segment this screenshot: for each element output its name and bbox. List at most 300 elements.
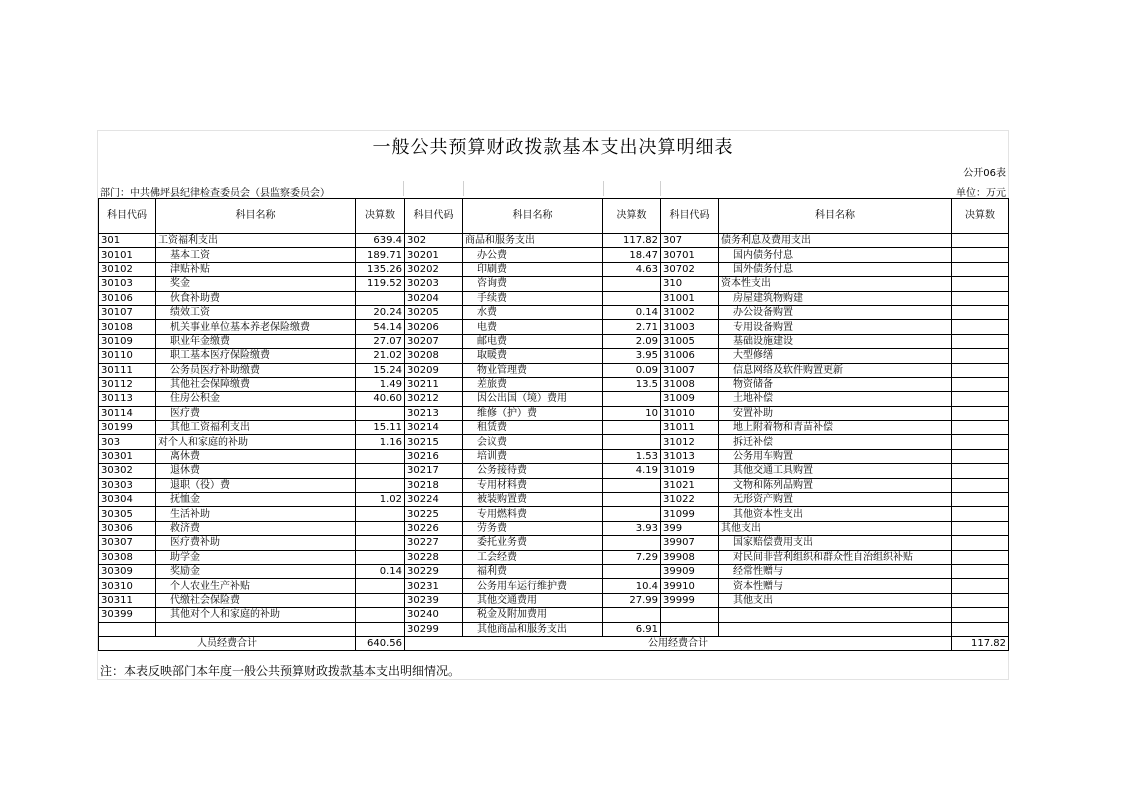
amount-cell (952, 349, 1009, 363)
subject-code-cell: 31006 (661, 349, 719, 363)
subject-code-cell: 30203 (405, 277, 463, 291)
subject-code-cell: 31099 (661, 507, 719, 521)
subject-name-cell: 无形资产购置 (719, 493, 952, 507)
subject-code-cell: 31005 (661, 334, 719, 348)
subject-name-cell: 退休费 (156, 464, 356, 478)
amount-cell (603, 564, 661, 578)
amount-cell: 6.91 (603, 622, 661, 636)
subject-name-cell: 奖励金 (156, 564, 356, 578)
amount-cell (952, 550, 1009, 564)
subject-name-cell: 医疗费 (156, 406, 356, 420)
table-row (99, 234, 1009, 248)
subject-code-cell: 31001 (661, 291, 719, 305)
subject-code-cell: 31012 (661, 435, 719, 449)
amount-cell (952, 435, 1009, 449)
amount-cell: 10.4 (603, 579, 661, 593)
subject-name-cell: 其他交通费用 (463, 593, 603, 607)
subject-name-cell: 基础设施建设 (719, 334, 952, 348)
subject-name-cell: 生活补助 (156, 507, 356, 521)
amount-cell (356, 449, 405, 463)
subject-name-cell: 手续费 (463, 291, 603, 305)
subject-name-cell: 物资储备 (719, 377, 952, 391)
amount-cell (952, 536, 1009, 550)
table-title: 一般公共预算财政拨款基本支出决算明细表 (372, 137, 734, 158)
amount-cell (952, 377, 1009, 391)
subject-code-cell: 30311 (99, 593, 156, 607)
amount-cell: 7.29 (603, 550, 661, 564)
col-header-amount: 决算数 (603, 199, 661, 234)
subject-name-cell: 公务员医疗补助缴费 (156, 363, 356, 377)
amount-cell: 117.82 (603, 234, 661, 248)
amount-cell: 18.47 (603, 248, 661, 262)
subject-code-cell: 303 (99, 435, 156, 449)
subject-code-cell: 30207 (405, 334, 463, 348)
header-divider (603, 181, 604, 196)
subject-name-cell: 地上附着物和青苗补偿 (719, 421, 952, 435)
amount-cell (952, 507, 1009, 521)
amount-cell (356, 536, 405, 550)
subject-name-cell (719, 622, 952, 636)
amount-cell (356, 521, 405, 535)
amount-cell: 27.07 (356, 334, 405, 348)
subject-name-cell: 职工基本医疗保险缴费 (156, 349, 356, 363)
subject-name-cell: 经常性赠与 (719, 564, 952, 578)
amount-cell: 2.09 (603, 334, 661, 348)
subject-name-cell: 差旅费 (463, 377, 603, 391)
subject-code-cell: 39999 (661, 593, 719, 607)
subject-code-cell: 30306 (99, 521, 156, 535)
table-row (99, 320, 1009, 334)
subject-code-cell: 31022 (661, 493, 719, 507)
amount-cell: 4.63 (603, 262, 661, 276)
subject-code-cell: 30239 (405, 593, 463, 607)
subject-code-cell: 310 (661, 277, 719, 291)
table-row (99, 622, 1009, 636)
subject-code-cell: 30225 (405, 507, 463, 521)
subject-name-cell: 助学金 (156, 550, 356, 564)
subject-name-cell: 抚恤金 (156, 493, 356, 507)
subject-name-cell: 基本工资 (156, 248, 356, 262)
subject-name-cell: 国内债务付息 (719, 248, 952, 262)
subject-name-cell: 离休费 (156, 449, 356, 463)
subject-name-cell: 对个人和家庭的补助 (156, 435, 356, 449)
amount-cell (603, 478, 661, 492)
subject-name-cell: 物业管理费 (463, 363, 603, 377)
subject-name-cell: 文物和陈列品购置 (719, 478, 952, 492)
subject-code-cell: 399 (661, 521, 719, 535)
subject-name-cell: 其他社会保障缴费 (156, 377, 356, 391)
subject-code-cell: 30107 (99, 305, 156, 319)
col-header-name: 科目名称 (719, 199, 952, 234)
amount-cell: 0.14 (356, 564, 405, 578)
amount-cell: 1.49 (356, 377, 405, 391)
amount-cell: 189.71 (356, 248, 405, 262)
amount-cell (952, 449, 1009, 463)
amount-cell: 1.02 (356, 493, 405, 507)
subject-name-cell: 国外债务付息 (719, 262, 952, 276)
subject-name-cell: 办公费 (463, 248, 603, 262)
subject-code-cell: 30212 (405, 392, 463, 406)
public-total-value: 117.82 (952, 636, 1009, 650)
subject-code-cell: 30108 (99, 320, 156, 334)
subject-name-cell (719, 608, 952, 622)
table-row (99, 248, 1009, 262)
subject-name-cell: 被装购置费 (463, 493, 603, 507)
amount-cell: 13.5 (603, 377, 661, 391)
amount-cell: 15.11 (356, 421, 405, 435)
col-header-name: 科目名称 (156, 199, 356, 234)
subject-name-cell: 公务接待费 (463, 464, 603, 478)
table-row (99, 593, 1009, 607)
subject-code-cell: 31013 (661, 449, 719, 463)
subject-name-cell: 个人农业生产补贴 (156, 579, 356, 593)
subject-name-cell: 其他商品和服务支出 (463, 622, 603, 636)
subject-code-cell: 30227 (405, 536, 463, 550)
subject-name-cell: 取暖费 (463, 349, 603, 363)
subject-name-cell: 咨询费 (463, 277, 603, 291)
amount-cell: 135.26 (356, 262, 405, 276)
subject-code-cell: 30201 (405, 248, 463, 262)
subject-name-cell: 会议费 (463, 435, 603, 449)
subject-name-cell: 维修（护）费 (463, 406, 603, 420)
amount-cell: 119.52 (356, 277, 405, 291)
subject-name-cell: 工资福利支出 (156, 234, 356, 248)
subject-name-cell: 国家赔偿费用支出 (719, 536, 952, 550)
amount-cell (356, 608, 405, 622)
table-row (99, 449, 1009, 463)
subject-code-cell: 30299 (405, 622, 463, 636)
subject-name-cell: 其他支出 (719, 593, 952, 607)
subject-code-cell: 30102 (99, 262, 156, 276)
amount-cell: 4.19 (603, 464, 661, 478)
subject-code-cell: 30111 (99, 363, 156, 377)
subject-name-cell: 拆迁补偿 (719, 435, 952, 449)
amount-cell (356, 507, 405, 521)
subject-name-cell: 邮电费 (463, 334, 603, 348)
table-row (99, 363, 1009, 377)
amount-cell (356, 550, 405, 564)
subject-name-cell: 救济费 (156, 521, 356, 535)
amount-cell (952, 622, 1009, 636)
subject-name-cell: 伙食补助费 (156, 291, 356, 305)
amount-cell (356, 593, 405, 607)
subject-name-cell: 其他资本性支出 (719, 507, 952, 521)
amount-cell (603, 291, 661, 305)
subject-code-cell: 39908 (661, 550, 719, 564)
subject-code-cell: 30216 (405, 449, 463, 463)
amount-cell: 15.24 (356, 363, 405, 377)
amount-cell: 1.53 (603, 449, 661, 463)
amount-cell: 2.71 (603, 320, 661, 334)
subject-code-cell: 30307 (99, 536, 156, 550)
subject-name-cell: 委托业务费 (463, 536, 603, 550)
subject-name-cell: 专用设备购置 (719, 320, 952, 334)
col-header-code: 科目代码 (661, 199, 719, 234)
form-number: 公开06表 (963, 168, 1006, 179)
subject-name-cell: 租赁费 (463, 421, 603, 435)
subject-code-cell: 30399 (99, 608, 156, 622)
table-row (99, 435, 1009, 449)
subject-name-cell: 印刷费 (463, 262, 603, 276)
subject-name-cell: 资本性赠与 (719, 579, 952, 593)
amount-cell (356, 622, 405, 636)
amount-cell (603, 392, 661, 406)
amount-cell (952, 305, 1009, 319)
table-row (99, 536, 1009, 550)
subject-code-cell: 30217 (405, 464, 463, 478)
amount-cell (356, 406, 405, 420)
subject-name-cell: 奖金 (156, 277, 356, 291)
subject-code-cell: 30702 (661, 262, 719, 276)
table-row (99, 334, 1009, 348)
amount-cell (952, 478, 1009, 492)
table-row (99, 464, 1009, 478)
subject-code-cell: 30308 (99, 550, 156, 564)
amount-cell (952, 363, 1009, 377)
amount-cell: 27.99 (603, 593, 661, 607)
subject-name-cell: 电费 (463, 320, 603, 334)
subject-code-cell: 30240 (405, 608, 463, 622)
subject-name-cell: 房屋建筑物购建 (719, 291, 952, 305)
amount-cell: 3.93 (603, 521, 661, 535)
subject-code-cell: 30231 (405, 579, 463, 593)
amount-cell: 10 (603, 406, 661, 420)
amount-cell: 21.02 (356, 349, 405, 363)
subject-code-cell: 30224 (405, 493, 463, 507)
table-row (99, 392, 1009, 406)
department-label: 部门：中共佛坪县纪律检查委员会（县监察委员会） (100, 188, 330, 199)
table-row (99, 349, 1009, 363)
subject-code-cell: 30204 (405, 291, 463, 305)
subject-code-cell: 30228 (405, 550, 463, 564)
subject-code-cell: 30305 (99, 507, 156, 521)
subject-code-cell: 30310 (99, 579, 156, 593)
subject-name-cell: 其他对个人和家庭的补助 (156, 608, 356, 622)
amount-cell (952, 334, 1009, 348)
subject-code-cell: 31007 (661, 363, 719, 377)
subject-code-cell (99, 622, 156, 636)
subject-code-cell: 30208 (405, 349, 463, 363)
col-header-code: 科目代码 (99, 199, 156, 234)
subject-name-cell: 机关事业单位基本养老保险缴费 (156, 320, 356, 334)
table-row (99, 305, 1009, 319)
amount-cell (952, 608, 1009, 622)
col-header-name: 科目名称 (463, 199, 603, 234)
subject-code-cell: 30205 (405, 305, 463, 319)
expenditure-table (98, 198, 1009, 651)
subject-name-cell: 工会经费 (463, 550, 603, 564)
subject-name-cell: 福利费 (463, 564, 603, 578)
subject-code-cell: 30302 (99, 464, 156, 478)
subject-code-cell: 30199 (99, 421, 156, 435)
amount-cell (952, 464, 1009, 478)
amount-cell (603, 435, 661, 449)
subject-code-cell: 302 (405, 234, 463, 248)
subject-code-cell: 30206 (405, 320, 463, 334)
subject-name-cell: 因公出国（境）费用 (463, 392, 603, 406)
subject-code-cell (661, 622, 719, 636)
col-header-amount: 决算数 (356, 199, 405, 234)
amount-cell: 0.09 (603, 363, 661, 377)
amount-cell: 20.24 (356, 305, 405, 319)
table-row (99, 262, 1009, 276)
amount-cell (952, 493, 1009, 507)
subject-code-cell: 31010 (661, 406, 719, 420)
subject-code-cell: 31002 (661, 305, 719, 319)
amount-cell (952, 564, 1009, 578)
subject-name-cell: 水费 (463, 305, 603, 319)
subject-code-cell (661, 608, 719, 622)
subject-code-cell: 30101 (99, 248, 156, 262)
subject-name-cell: 培训费 (463, 449, 603, 463)
subject-name-cell (156, 622, 356, 636)
header-row (99, 199, 1009, 234)
subject-name-cell: 劳务费 (463, 521, 603, 535)
subject-name-cell: 办公设备购置 (719, 305, 952, 319)
subject-code-cell: 30106 (99, 291, 156, 305)
amount-cell: 54.14 (356, 320, 405, 334)
subject-code-cell: 30214 (405, 421, 463, 435)
spreadsheet-page (97, 130, 1009, 680)
amount-cell (952, 291, 1009, 305)
subject-code-cell: 31019 (661, 464, 719, 478)
amount-cell (952, 277, 1009, 291)
subject-code-cell: 301 (99, 234, 156, 248)
subject-code-cell: 30226 (405, 521, 463, 535)
table-row (99, 550, 1009, 564)
subject-code-cell: 30229 (405, 564, 463, 578)
amount-cell (603, 421, 661, 435)
amount-cell (952, 406, 1009, 420)
public-total-label: 公用经费合计 (405, 636, 952, 650)
table-row (99, 564, 1009, 578)
amount-cell: 639.4 (356, 234, 405, 248)
subject-code-cell: 31009 (661, 392, 719, 406)
amount-cell: 1.16 (356, 435, 405, 449)
subject-code-cell: 30103 (99, 277, 156, 291)
subject-code-cell: 30213 (405, 406, 463, 420)
subject-code-cell: 30304 (99, 493, 156, 507)
subject-code-cell: 30113 (99, 392, 156, 406)
subject-code-cell: 30215 (405, 435, 463, 449)
table-row (99, 608, 1009, 622)
subject-code-cell: 39909 (661, 564, 719, 578)
subject-code-cell: 39910 (661, 579, 719, 593)
subject-name-cell: 其他支出 (719, 521, 952, 535)
table-row (99, 406, 1009, 420)
header-divider (403, 181, 404, 196)
subject-code-cell: 307 (661, 234, 719, 248)
table-row (99, 377, 1009, 391)
subject-code-cell: 30112 (99, 377, 156, 391)
table-row (99, 507, 1009, 521)
header-divider (660, 181, 661, 196)
subject-name-cell: 安置补助 (719, 406, 952, 420)
subject-code-cell: 30202 (405, 262, 463, 276)
amount-cell (952, 392, 1009, 406)
subject-code-cell: 30218 (405, 478, 463, 492)
subject-name-cell: 津贴补贴 (156, 262, 356, 276)
table-row (99, 421, 1009, 435)
subject-code-cell: 31003 (661, 320, 719, 334)
amount-cell: 3.95 (603, 349, 661, 363)
amount-cell: 40.60 (356, 392, 405, 406)
col-header-code: 科目代码 (405, 199, 463, 234)
subject-name-cell: 退职（役）费 (156, 478, 356, 492)
subject-name-cell: 债务利息及费用支出 (719, 234, 952, 248)
amount-cell (603, 507, 661, 521)
subject-code-cell: 39907 (661, 536, 719, 550)
table-row (99, 291, 1009, 305)
amount-cell (952, 579, 1009, 593)
subject-name-cell: 信息网络及软件购置更新 (719, 363, 952, 377)
subject-code-cell: 31008 (661, 377, 719, 391)
subject-name-cell: 大型修缮 (719, 349, 952, 363)
amount-cell (356, 291, 405, 305)
subject-name-cell: 商品和服务支出 (463, 234, 603, 248)
amount-cell (952, 248, 1009, 262)
amount-cell (952, 593, 1009, 607)
subject-name-cell: 土地补偿 (719, 392, 952, 406)
amount-cell (356, 579, 405, 593)
amount-cell (952, 421, 1009, 435)
amount-cell (603, 536, 661, 550)
header-divider (463, 181, 464, 196)
amount-cell (603, 493, 661, 507)
amount-cell (952, 262, 1009, 276)
subject-code-cell: 30309 (99, 564, 156, 578)
subject-name-cell: 资本性支出 (719, 277, 952, 291)
subject-name-cell: 住房公积金 (156, 392, 356, 406)
subject-name-cell: 代缴社会保险费 (156, 593, 356, 607)
amount-cell (952, 320, 1009, 334)
subject-name-cell: 公务用车购置 (719, 449, 952, 463)
subject-code-cell: 30110 (99, 349, 156, 363)
subject-code-cell: 30114 (99, 406, 156, 420)
subject-code-cell: 30209 (405, 363, 463, 377)
subject-code-cell: 30109 (99, 334, 156, 348)
subject-name-cell: 其他交通工具购置 (719, 464, 952, 478)
amount-cell (952, 521, 1009, 535)
amount-cell: 0.14 (603, 305, 661, 319)
subject-name-cell: 对民间非营利组织和群众性自治组织补贴 (719, 550, 952, 564)
amount-cell (603, 608, 661, 622)
subject-name-cell: 专用材料费 (463, 478, 603, 492)
personnel-total-value: 640.56 (356, 636, 405, 650)
table-row (99, 277, 1009, 291)
subject-code-cell: 30303 (99, 478, 156, 492)
footnote: 注：本表反映部门本年度一般公共预算财政拨款基本支出明细情况。 (100, 664, 461, 678)
table-row (99, 579, 1009, 593)
subject-name-cell: 职业年金缴费 (156, 334, 356, 348)
subject-name-cell: 医疗费补助 (156, 536, 356, 550)
table-row (99, 493, 1009, 507)
subject-name-cell: 税金及附加费用 (463, 608, 603, 622)
subject-code-cell: 30301 (99, 449, 156, 463)
subject-name-cell: 绩效工资 (156, 305, 356, 319)
table-row (99, 521, 1009, 535)
amount-cell (603, 277, 661, 291)
amount-cell (952, 234, 1009, 248)
subject-code-cell: 31021 (661, 478, 719, 492)
unit-label: 单位：万元 (956, 188, 1006, 199)
totals-row (99, 636, 1009, 650)
col-header-amount: 决算数 (952, 199, 1009, 234)
table-row (99, 478, 1009, 492)
subject-code-cell: 30211 (405, 377, 463, 391)
amount-cell (356, 478, 405, 492)
personnel-total-label: 人员经费合计 (99, 636, 356, 650)
